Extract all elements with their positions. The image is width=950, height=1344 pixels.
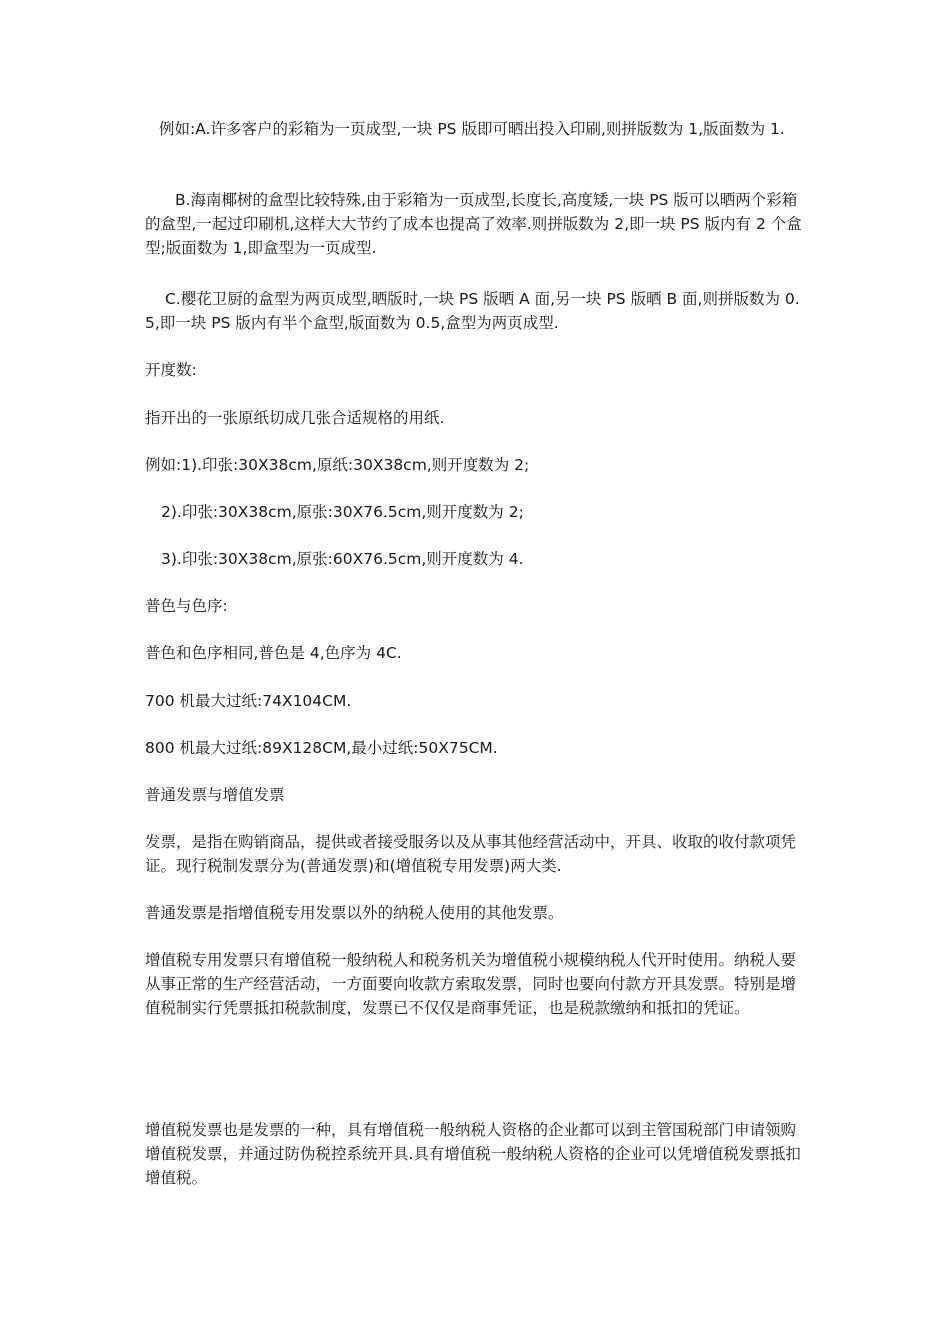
paragraph-example-a: 例如:A.许多客户的彩箱为一页成型,一块 PS 版即可晒出投入印刷,则拼版数为 1,版面数为 1.: [159, 120, 785, 138]
paragraph-kaidushu-definition: 指开出的一张原纸切成几张合适规格的用纸.: [145, 409, 445, 427]
paragraph-vat-special-invoice: 增值税专用发票只有增值税一般纳税人和税务机关为增值税小规模纳税人代开时使用。纳税人要从事正常的生产经营活动，一方面要向收款方索取发票，同时也要向付款方开具发票。特别是增值税制实行凭票抵扣税款制度，发票已不仅仅是商事凭证，也是税款缴纳和抵扣的凭证。: [145, 951, 797, 1017]
paragraph-example-b: B.海南椰树的盒型比较特殊,由于彩箱为一页成型,长度长,高度矮,一块 PS 版可以晒两个彩箱的盒型,一起过印刷机,这样大大节约了成本也提高了效率.则拼版数为 2,即一块 PS 版内有 2 个盒型;版面数为 1,即盒型为一页成型.: [145, 191, 802, 257]
paragraph-700-machine: 700 机最大过纸:74X104CM.: [145, 692, 352, 710]
paragraph-example-3: 3).印张:30X38cm,原张:60X76.5cm,则开度数为 4.: [161, 550, 524, 568]
heading-color-sequence: 普色与色序:: [145, 597, 228, 615]
heading-invoices: 普通发票与增值发票: [145, 786, 285, 804]
paragraph-example-1: 例如:1).印张:30X38cm,原纸:30X38cm,则开度数为 2;: [145, 456, 530, 474]
heading-kaidushu: 开度数:: [145, 361, 197, 379]
paragraph-example-c: C.樱花卫厨的盒型为两页成型,晒版时,一块 PS 版晒 A 面,另一块 PS 版晒 B 面,则拼版数为 0.5,即一块 PS 版内有半个盒型,版面数为 0.5,盒型为两页成型.: [145, 290, 800, 332]
paragraph-example-2: 2).印张:30X38cm,原张:30X76.5cm,则开度数为 2;: [161, 503, 524, 521]
paragraph-800-machine: 800 机最大过纸:89X128CM,最小过纸:50X75CM.: [145, 739, 498, 757]
paragraph-color-sequence: 普色和色序相同,普色是 4,色序为 4C.: [145, 644, 402, 662]
paragraph-vat-invoice: 增值税发票也是发票的一种，具有增值税一般纳税人资格的企业都可以到主管国税部门申请领购增值税发票，并通过防伪税控系统开具.具有增值税一般纳税人资格的企业可以凭增值税发票抵扣增值税。: [145, 1121, 801, 1187]
paragraph-invoice-definition: 发票，是指在购销商品，提供或者接受服务以及从事其他经营活动中，开具、收取的收付款项凭证。现行税制发票分为(普通发票)和(增值税专用发票)两大类.: [145, 833, 797, 875]
paragraph-ordinary-invoice: 普通发票是指增值税专用发票以外的纳税人使用的其他发票。: [145, 904, 564, 922]
